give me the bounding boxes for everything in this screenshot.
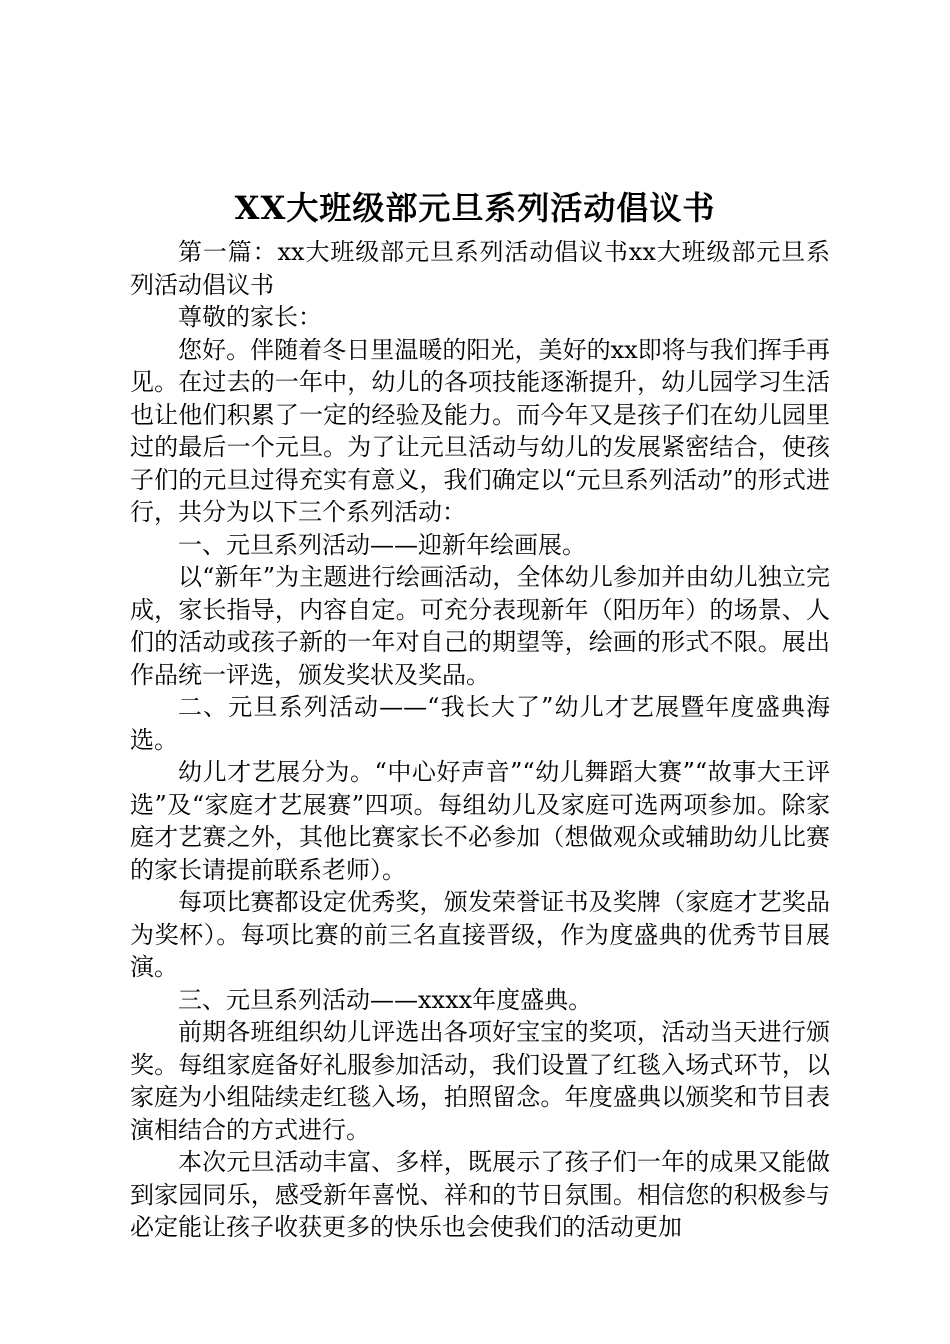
document-body xyxy=(130,236,830,1244)
paragraph-activity-3-heading: 三、元旦系列活动——xxxx年度盛典。 xyxy=(178,985,593,1014)
paragraph-activity-1-heading: 一、元旦系列活动——迎新年绘画展。 xyxy=(178,530,586,559)
paragraph-activity-2-heading: 二、元旦系列活动——“我长大了”幼儿才艺展暨年度盛典海选。 xyxy=(130,693,830,754)
paragraph-chapter-heading: 第一篇：xx大班级部元旦系列活动倡议书xx大班级部元旦系列活动倡议书 xyxy=(130,238,830,299)
paragraph-activity-1-body: 以“新年”为主题进行绘画活动，全体幼儿参加并由幼儿独立完成，家长指导，内容自定。可充分表现新年（阳历年）的场景、人们的活动或孩子新的一年对自己的期望等，绘画的形式不限。展出作品统一评选，颁发奖状及奖品。 xyxy=(130,563,830,689)
paragraph-activity-2-body: 幼儿才艺展分为。“中心好声音”“幼儿舞蹈大赛”“故事大王评选”及“家庭才艺展赛”四项。每组幼儿及家庭可选两项参加。除家庭才艺赛之外，其他比赛家长不必参加（想做观众或辅助幼儿比赛的家长请提前联系老师）。 xyxy=(130,758,830,884)
paragraph-intro: 您好。伴随着冬日里温暖的阳光，美好的xx即将与我们挥手再见。在过去的一年中，幼儿的各项技能逐渐提升，幼儿园学习生活也让他们积累了一定的经验及能力。而今年又是孩子们在幼儿园里过的最后一个元旦。为了让元旦活动与幼儿的发展紧密结合，使孩子们的元旦过得充实有意义，我们确定以“元旦系列活动”的形式进行，共分为以下三个系列活动： xyxy=(130,335,830,526)
paragraph-activity-3-body: 前期各班组织幼儿评选出各项好宝宝的奖项，活动当天进行颁奖。每组家庭备好礼服参加活动，我们设置了红毯入场式环节，以家庭为小组陆续走红毯入场，拍照留念。年度盛典以颁奖和节目表演相结合的方式进行。 xyxy=(130,1018,830,1144)
paragraph-activity-2-awards: 每项比赛都设定优秀奖，颁发荣誉证书及奖牌（家庭才艺奖品为奖杯）。每项比赛的前三名直接晋级，作为度盛典的优秀节目展演。 xyxy=(130,888,830,981)
paragraph-salutation: 尊敬的家长： xyxy=(178,303,322,331)
document-title: XX大班级部元旦系列活动倡议书 xyxy=(234,189,716,227)
paragraph-closing: 本次元旦活动丰富、多样，既展示了孩子们一年的成果又能做到家园同乐，感受新年喜悦、祥和的节日氛围。相信您的积极参与必定能让孩子收获更多的快乐也会使我们的活动更加 xyxy=(130,1148,830,1241)
